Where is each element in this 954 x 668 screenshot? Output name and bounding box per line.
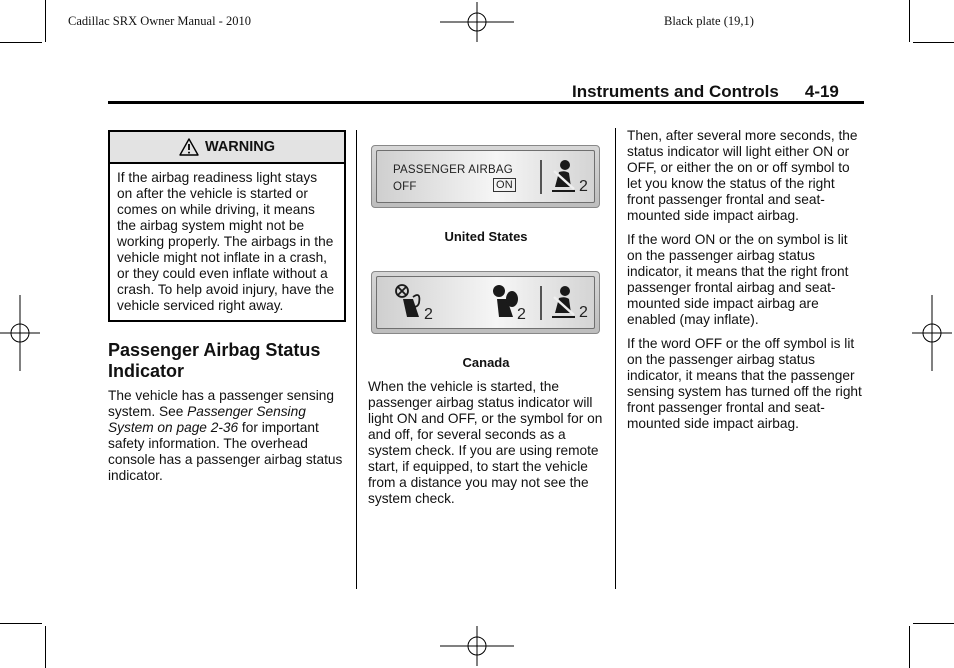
paragraph: Then, after several more seconds, the status indicator will light either ON or OFF, or either the on or off symbol to let you know the status of the right front passenger frontal and seat-mounted side impact airbag.: [627, 128, 858, 223]
seat-number: 2: [424, 306, 434, 323]
warning-header: [110, 132, 344, 164]
canada-indicator-figure: [371, 271, 600, 334]
paragraph: When the vehicle is started, the passenger airbag status indicator will light ON and OFF, or the symbol for on and off, for several seconds as a system check. If you are using remote start, if equipped, to start the vehicle from a distance you may not see the system check.: [368, 379, 603, 506]
section-header: [572, 82, 839, 102]
print-header-left: Cadillac SRX Owner Manual - 2010: [68, 14, 251, 28]
paragraph: If the word ON or the on symbol is lit on the passenger airbag status indicator, it means that the right front passenger frontal airbag and seat-mounted side impact airbag are enabled (may inflate).: [627, 232, 849, 327]
crop-mark: [909, 626, 910, 668]
warning-label: WARNING: [204, 139, 276, 155]
registration-mark-icon: [440, 626, 514, 666]
warning-text: If the airbag readiness light stays on after the vehicle is started or comes on while driving, it means the airbag system might not be working properly. The airbags in the vehicle might not inflate in a crash, or they could even inflate without a crash. To help avoid injury, have the vehicle serviced right away.: [117, 170, 335, 313]
us-indicator-display: [376, 150, 595, 203]
figure-caption-canada: Canada: [462, 355, 510, 370]
intro-text: for important safety information. The overhead console has a passenger airbag status indicator.: [108, 420, 343, 483]
registration-mark-icon: [0, 295, 40, 371]
seat-number: 2: [517, 306, 527, 323]
warning-box: [108, 130, 346, 322]
column-3: [627, 128, 863, 440]
passenger-airbag-label: PASSENGER AIRBAG: [393, 164, 513, 176]
print-header-right: Black plate (19,1): [664, 14, 754, 28]
display-divider: [540, 160, 542, 194]
seat-number: 2: [579, 178, 589, 195]
intro-text: The vehicle has a passenger sensing system. See: [108, 388, 334, 419]
column-2: [368, 145, 604, 515]
airbag-off-icon: [389, 283, 425, 323]
crop-mark: [0, 623, 42, 624]
header-rule: [108, 101, 864, 104]
us-indicator-figure: [371, 145, 600, 208]
section-title: Instruments and Controls: [572, 82, 779, 101]
display-divider: [540, 286, 542, 320]
on-label: ON: [493, 178, 516, 192]
cross-reference-link[interactable]: Passenger Sensing System on page 2-36: [108, 404, 306, 435]
registration-mark-icon: [912, 295, 952, 371]
crop-mark: [909, 0, 910, 42]
airbag-on-icon: [485, 283, 521, 323]
column-divider: [356, 130, 357, 589]
crop-mark: [0, 42, 42, 43]
warning-triangle-icon: [179, 138, 199, 156]
seat-number: 2: [579, 304, 589, 321]
crop-mark: [45, 0, 46, 42]
seatbelt-passenger-icon: [549, 285, 581, 321]
paragraph: If the word OFF or the off symbol is lit on the passenger airbag status indicator, it means that the passenger sensing system has turned off the right front passenger frontal and seat-mounted side impact airbag.: [627, 336, 862, 431]
canada-indicator-display: [376, 276, 595, 329]
intro-paragraph: [108, 388, 346, 484]
page-number: 4-19: [804, 82, 839, 101]
column-1: [108, 130, 346, 492]
crop-mark: [45, 626, 46, 668]
subsection-title: Passenger Airbag Status Indicator: [108, 340, 321, 381]
crop-mark: [913, 623, 954, 624]
column-divider: [615, 128, 616, 589]
seatbelt-passenger-icon: [549, 159, 581, 195]
figure-caption-us: United States: [444, 229, 528, 244]
crop-mark: [913, 42, 954, 43]
off-label: OFF: [393, 181, 417, 193]
registration-mark-icon: [440, 2, 514, 42]
